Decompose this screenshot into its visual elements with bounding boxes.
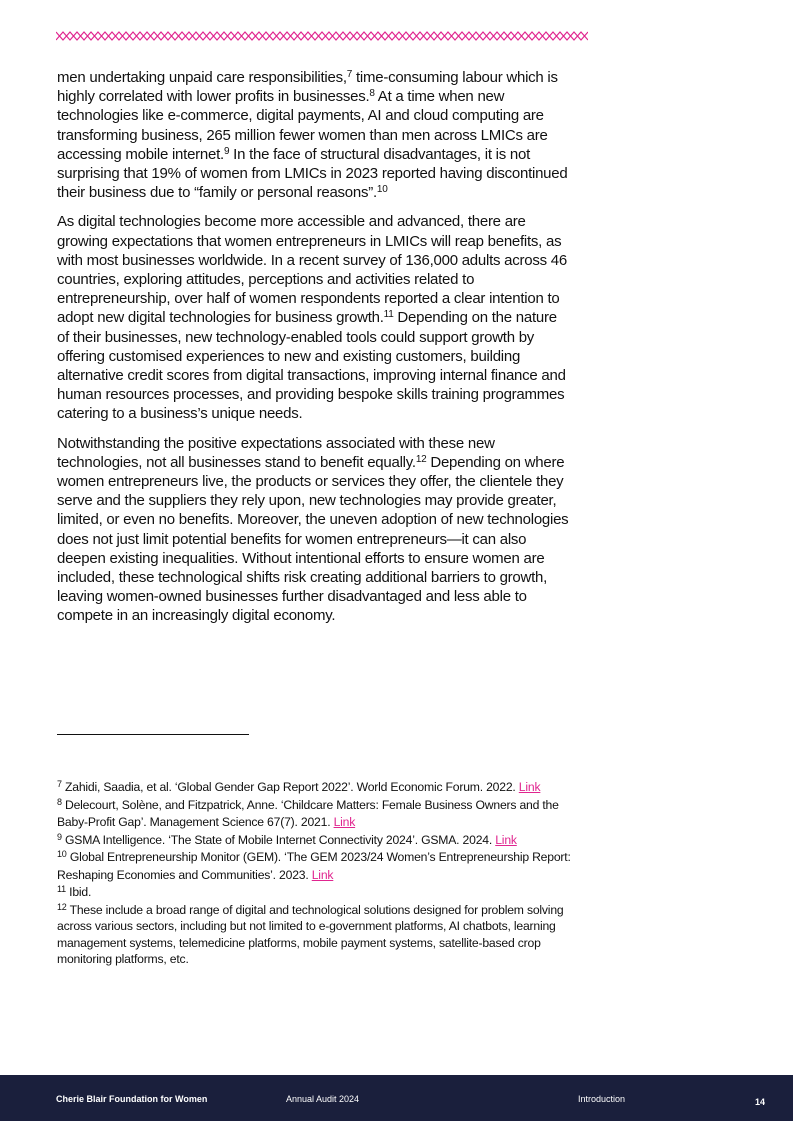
page-number: 14 [755,1097,766,1107]
footnote-link[interactable]: Link [311,867,334,882]
footnote-text: Global Entrepreneurship Monitor (GEM). ‘The GEM 2023/24 Women’s Entrepreneurship Report: Reshaping Economies and Communities’. 2023. [57,850,571,882]
footnote-number: 9 [57,831,62,842]
main-body-text [57,68,572,636]
footer-report-title: Annual Audit 2024 [286,1094,360,1104]
footer-section: Introduction [578,1094,626,1104]
footnote-reference: 9 [223,145,230,157]
footnote-link[interactable]: Link [333,815,356,829]
zigzag-decoration [56,28,588,44]
footnote-number: 11 [57,884,66,894]
footnote-reference: 10 [376,184,388,196]
body-paragraph: Notwithstanding the positive expectations associated with these new technologies, not all businesses stand to benefit equally.$^{12}$ Depending on where women entrepreneurs live, the products or services they offer, the clientele they serve and the suppliers they rely upon, new technologies may provide greater, limited, or even no benefits. Moreover, the uneven adoption of new technologies does not just limit potential benefits for women entrepreneurs—it can also deepen existing inequalities. Without intentional efforts to ensure women are included, these technological shifts risk creating additional barriers to growth, leaving women-owned businesses further disadvantaged and less able to compete in an increasingly digital economy. [57,434,569,625]
footnote-link[interactable]: Link [495,832,517,847]
footnote-number: 12 [57,901,67,912]
footnote [57,779,572,797]
footnote-number: 8 [57,796,62,807]
footnote [57,849,572,884]
footer-organization: Cherie Blair Foundation for Women [56,1094,208,1104]
footnote-divider [57,734,249,735]
footnote-reference: 8 [369,88,375,100]
footnote-text: Ibid. [69,885,92,899]
footnote-reference: 11 [383,309,394,321]
footnote-text: GSMA Intelligence. ‘The State of Mobile Internet Connectivity 2024’. GSMA. 2024. [65,832,496,847]
page-footer [0,1075,793,1121]
footnote [57,902,572,968]
footnote-text: Delecourt, Solène, and Fitzpatrick, Anne. ‘Childcare Matters: Female Business Owners and the Baby-Profit Gap’. Management Science 67(7). 2021. [57,797,559,829]
footnote [57,797,572,832]
footnote [57,884,572,902]
body-paragraph: men undertaking unpaid care responsibilities,$^7$ time-consuming labour which is highly correlated with lower profits in businesses.$^8$ At a time when new technologies like e-commerce, digital payments, AI and cloud computing are transforming business, 265 million fewer women than men across LMICs are accessing mobile internet.$^9$ In the face of structural disadvantages, it is not surprising that 19% of women from LMICs in 2023 reported having discontinued their business due to “family or personal reasons”.$^{10}$ [57,69,568,202]
footnote-reference: 7 [346,69,353,80]
footnote-text: These include a broad range of digital and technological solutions designed for problem solving across various sectors, including but not limited to e-government platforms, AI chatbots, learning management systems, telemedicine platforms, mobile payment systems, satellite-based crop monitoring platforms, etc. [57,902,564,966]
footnote-link[interactable]: Link [518,780,541,794]
footnote-text: Zahidi, Saadia, et al. ‘Global Gender Gap Report 2022’. World Economic Forum. 2022. [65,780,519,794]
body-paragraph: As digital technologies become more accessible and advanced, there are growing expectations that women entrepreneurs in LMICs will reap benefits, as with most businesses worldwide. In a recent survey of 136,000 adults across 46 countries, exploring attitudes, perceptions and activities related to entrepreneurship, over half of women respondents reported a clear intention to adopt new digital technologies for business growth.$^{11}$ Depending on the nature of their businesses, new technology-enabled tools could support growth by offering customised experiences to new and existing customers, building alternative credit scores from digital transactions, improving internal finance and human resources processes, and providing bespoke skills training programmes catering to a business’s unique needs. [57,213,567,423]
footnote [57,832,572,850]
footnote-reference: 12 [415,453,427,465]
footnotes-section [57,779,572,968]
footnote-number: 7 [57,779,62,789]
footnote-number: 10 [57,849,67,859]
